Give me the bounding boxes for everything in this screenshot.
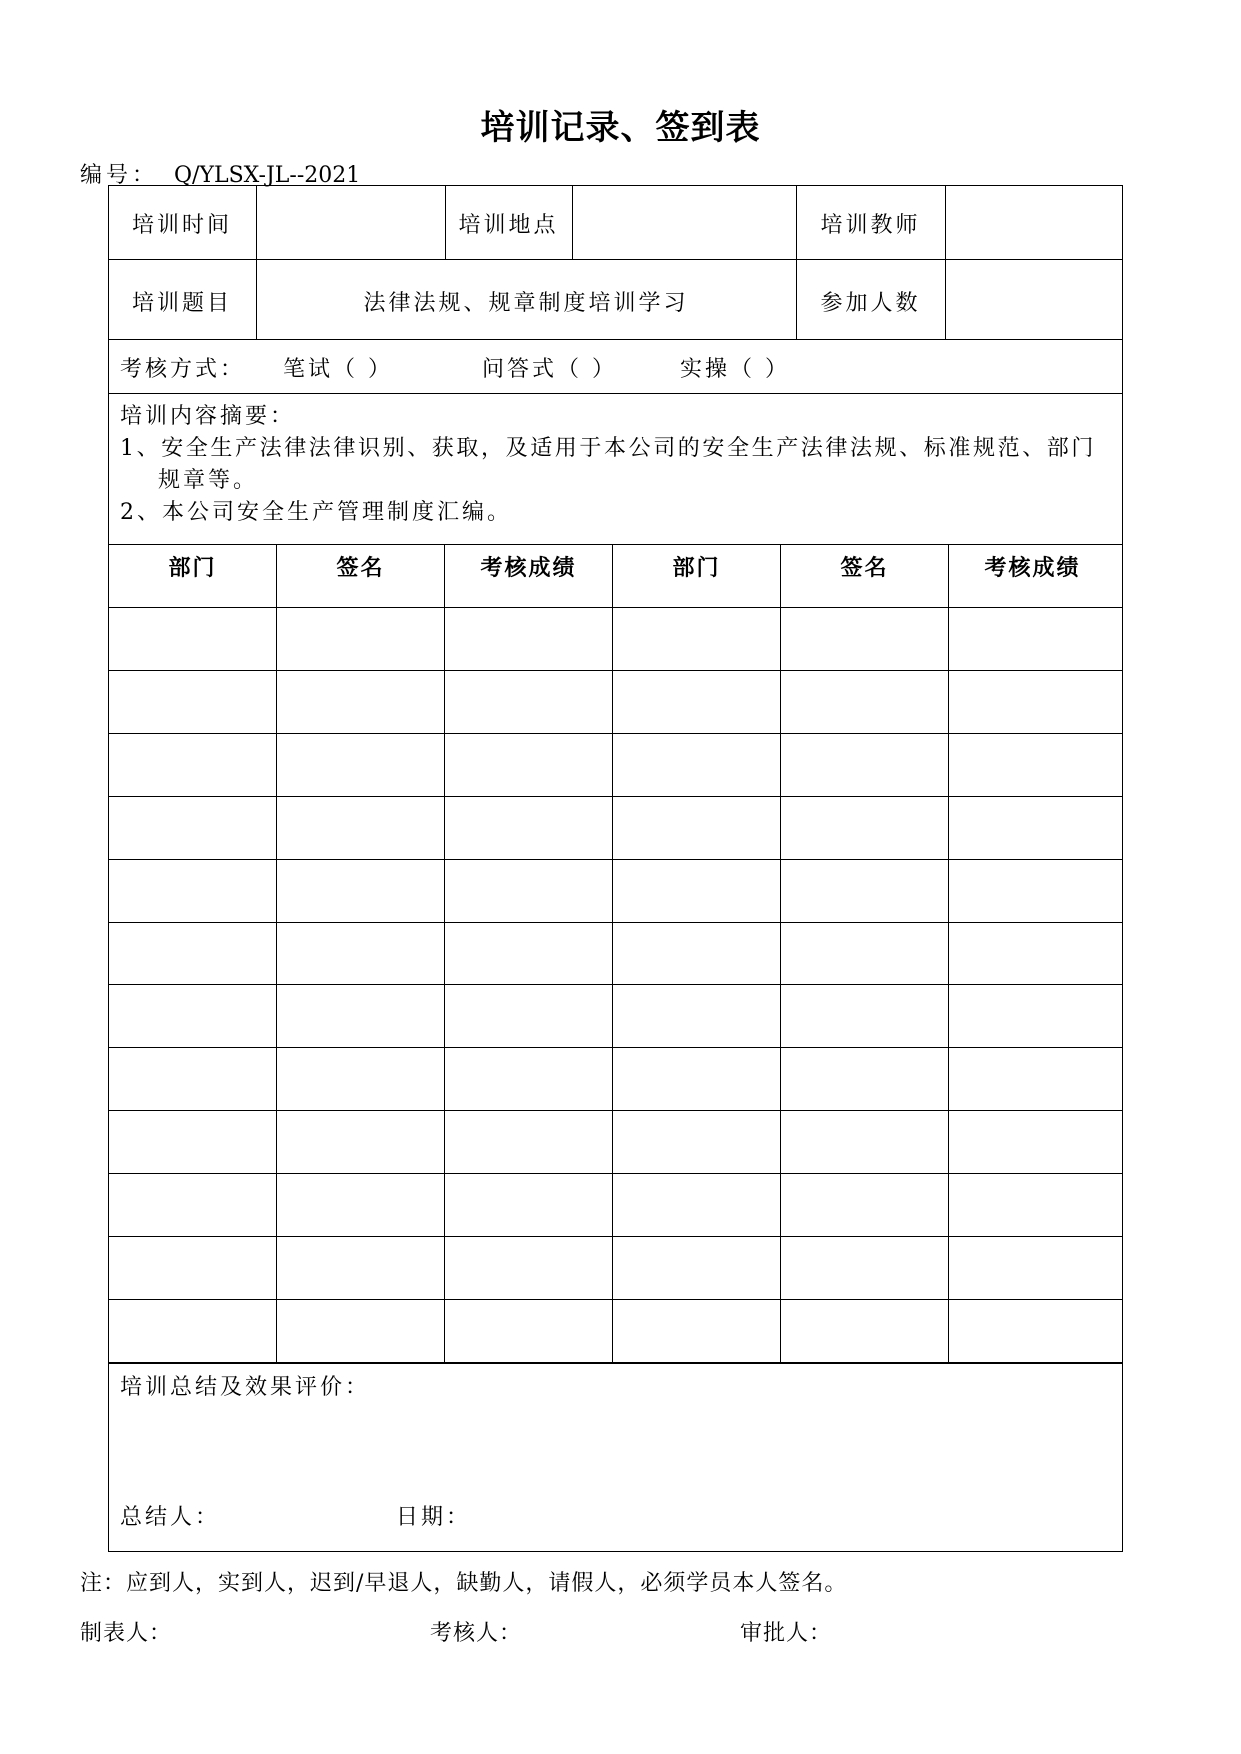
header-score-2: 考核成绩 [984, 556, 1081, 581]
table-row-rule [108, 984, 1123, 985]
table-row-rule [108, 796, 1123, 797]
table-cell[interactable] [614, 861, 778, 920]
table-cell[interactable] [614, 1301, 778, 1360]
table-cell[interactable] [446, 735, 610, 794]
assessment-qa-option[interactable]: 问答式（ ） [482, 357, 617, 382]
table-cell[interactable] [614, 1175, 778, 1234]
header-signature-2: 签名 [840, 556, 889, 581]
table-row-rule [108, 1173, 1123, 1174]
table-cell[interactable] [950, 672, 1121, 731]
table-cell[interactable] [782, 672, 946, 731]
table-cell[interactable] [950, 861, 1121, 920]
table-cell[interactable] [446, 1238, 610, 1297]
table-cell[interactable] [446, 609, 610, 668]
assessment-written-option[interactable]: 笔试（ ） [283, 357, 393, 382]
table-cell[interactable] [110, 1301, 274, 1360]
table-cell[interactable] [950, 735, 1121, 794]
table-cell[interactable] [110, 1175, 274, 1234]
table-col-rule-4 [780, 544, 781, 1363]
training-time-label: 培训时间 [131, 213, 232, 238]
table-cell[interactable] [446, 1112, 610, 1171]
training-topic-value: 法律法规、规章制度培训学习 [363, 291, 689, 316]
table-cell[interactable] [446, 1049, 610, 1108]
table-row-rule [108, 733, 1123, 734]
table-cell[interactable] [614, 986, 778, 1045]
maker-label: 制表人： [80, 1621, 173, 1646]
table-cell[interactable] [446, 672, 610, 731]
table-cell[interactable] [278, 1238, 442, 1297]
table-cell[interactable] [614, 1238, 778, 1297]
table-cell[interactable] [950, 924, 1121, 983]
evaluation-heading: 培训总结及效果评价： [120, 1375, 371, 1400]
table-row-rule [108, 1047, 1123, 1048]
table-cell[interactable] [782, 798, 946, 857]
training-teacher-field[interactable] [947, 187, 1121, 258]
table-cell[interactable] [278, 1175, 442, 1234]
table-col-rule-5 [948, 544, 949, 1363]
table-cell[interactable] [278, 924, 442, 983]
table-cell[interactable] [782, 1238, 946, 1297]
table-cell[interactable] [950, 798, 1121, 857]
table-cell[interactable] [950, 1238, 1121, 1297]
table-cell[interactable] [782, 986, 946, 1045]
date-label: 日期： [396, 1505, 472, 1530]
table-cell[interactable] [110, 672, 274, 731]
summary-item-1-line-2: 规章等。 [158, 468, 259, 493]
table-cell[interactable] [278, 986, 442, 1045]
header-signature-1: 签名 [336, 556, 385, 581]
table-cell[interactable] [110, 924, 274, 983]
rule-table-bottom [108, 1362, 1123, 1364]
table-row-rule [108, 1110, 1123, 1111]
table-cell[interactable] [110, 861, 274, 920]
participant-count-field[interactable] [947, 261, 1121, 338]
table-cell[interactable] [782, 861, 946, 920]
checker-label: 考核人： [430, 1621, 523, 1646]
table-cell[interactable] [278, 1301, 442, 1360]
summary-heading: 培训内容摘要： [120, 404, 296, 429]
table-cell[interactable] [110, 1112, 274, 1171]
approver-label: 审批人： [740, 1621, 833, 1646]
table-cell[interactable] [110, 609, 274, 668]
code-value: Q/YLSX-JL--2021 [174, 163, 361, 188]
table-row-rule [108, 1236, 1123, 1237]
table-cell[interactable] [950, 986, 1121, 1045]
code-label: 编号： [80, 163, 159, 188]
table-cell[interactable] [110, 986, 274, 1045]
training-teacher-label: 培训教师 [820, 213, 921, 238]
table-cell[interactable] [614, 798, 778, 857]
summarizer-label: 总结人： [120, 1505, 221, 1530]
rule-assessment [108, 393, 1123, 394]
document-title: 培训记录、签到表 [480, 108, 761, 148]
table-cell[interactable] [446, 986, 610, 1045]
table-row-rule [108, 922, 1123, 923]
training-place-label: 培训地点 [458, 213, 559, 238]
participant-count-label: 参加人数 [820, 291, 921, 316]
table-cell[interactable] [110, 1049, 274, 1108]
rule-info-1 [108, 259, 1123, 260]
table-cell[interactable] [782, 1175, 946, 1234]
table-cell[interactable] [110, 798, 274, 857]
table-col-rule-1 [276, 544, 277, 1363]
evaluation-field[interactable] [110, 1400, 1121, 1500]
table-cell[interactable] [278, 1049, 442, 1108]
table-cell[interactable] [278, 798, 442, 857]
table-cell[interactable] [950, 1049, 1121, 1108]
table-cell[interactable] [782, 609, 946, 668]
table-cell[interactable] [782, 1112, 946, 1171]
table-cell[interactable] [446, 798, 610, 857]
rule-info-2 [108, 339, 1123, 340]
table-row-rule [108, 607, 1123, 608]
summary-item-2: 2、本公司安全生产管理制度汇编。 [120, 500, 512, 525]
table-cell[interactable] [782, 735, 946, 794]
table-cell[interactable] [110, 735, 274, 794]
table-cell[interactable] [950, 1175, 1121, 1234]
table-cell[interactable] [614, 1112, 778, 1171]
table-cell[interactable] [614, 1049, 778, 1108]
table-cell[interactable] [950, 1301, 1121, 1360]
table-col-rule-3 [612, 544, 613, 1363]
table-cell[interactable] [278, 672, 442, 731]
table-cell[interactable] [278, 735, 442, 794]
header-score-1: 考核成绩 [480, 556, 577, 581]
table-row-rule [108, 670, 1123, 671]
info-col-rule-5 [945, 185, 946, 340]
training-place-field[interactable] [574, 187, 795, 258]
table-cell[interactable] [446, 924, 610, 983]
table-cell[interactable] [278, 609, 442, 668]
training-time-field[interactable] [258, 187, 444, 258]
rule-summary [108, 544, 1123, 545]
table-cell[interactable] [614, 672, 778, 731]
table-cell[interactable] [446, 861, 610, 920]
table-cell[interactable] [614, 924, 778, 983]
table-cell[interactable] [782, 924, 946, 983]
summary-item-1-line-1: 1、安全生产法律法律识别、获取，及适用于本公司的安全生产法律法规、标准规范、部门 [120, 436, 1096, 461]
table-col-rule-2 [444, 544, 445, 1363]
table-cell[interactable] [278, 861, 442, 920]
header-department-2: 部门 [672, 556, 721, 581]
table-cell[interactable] [950, 1112, 1121, 1171]
assessment-practical-option[interactable]: 实操（ ） [680, 357, 790, 382]
table-cell[interactable] [614, 735, 778, 794]
info-col-rule-3 [572, 185, 573, 260]
table-cell[interactable] [446, 1175, 610, 1234]
header-department-1: 部门 [168, 556, 217, 581]
table-cell[interactable] [782, 1049, 946, 1108]
table-cell[interactable] [446, 1301, 610, 1360]
table-row-rule [108, 859, 1123, 860]
training-topic-label: 培训题目 [131, 291, 232, 316]
table-cell[interactable] [782, 1301, 946, 1360]
table-row-rule [108, 1299, 1123, 1300]
table-cell[interactable] [614, 609, 778, 668]
table-cell[interactable] [278, 1112, 442, 1171]
table-cell[interactable] [950, 609, 1121, 668]
table-cell[interactable] [110, 1238, 274, 1297]
footer-note: 注：应到人，实到人，迟到/早退人，缺勤人，请假人，必须学员本人签名。 [80, 1571, 848, 1596]
assessment-label: 考核方式： [120, 357, 246, 382]
